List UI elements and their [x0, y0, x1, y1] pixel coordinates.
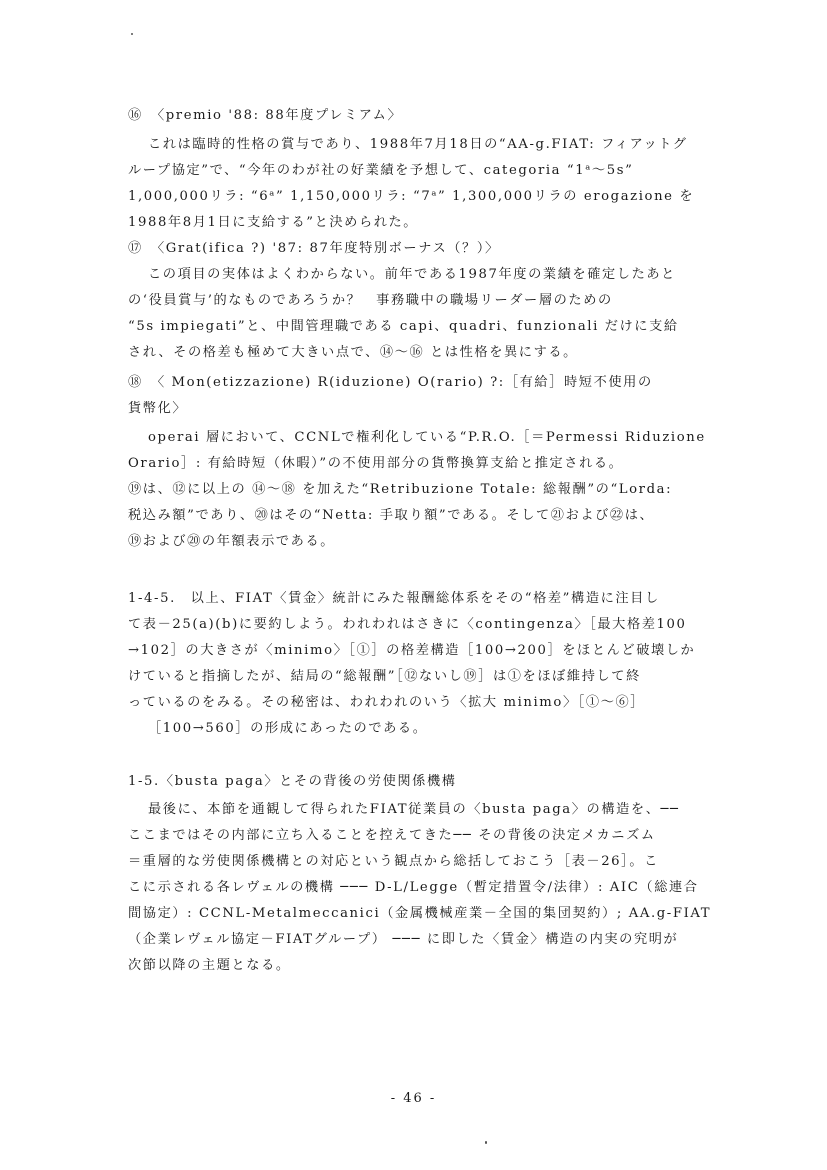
- text-line: （企業レヴェル協定－FIATグループ） ─── に即した〈賃金〉構造の内実の究明が: [128, 932, 679, 947]
- text-line: ループ協定”で、“今年のわが社の好業績を予想して、categoria “1ᵃ～5s”: [128, 163, 634, 178]
- text-line: 次節以降の主題となる。: [128, 958, 291, 973]
- item-16-heading: ⑯ 〈premio '88: 88年度プレミアム〉: [128, 108, 403, 123]
- text-line: っているのをみる。その秘密は、われわれのいう〈拡大 minimo〉［①～⑥］: [128, 695, 646, 710]
- text-line: これは臨時的性格の賞与であり、1988年7月18日の“AA-g.FIAT: フィアットグ: [148, 137, 688, 152]
- text-line: 1,000,000リラ: “6ᵃ” 1,150,000リラ: “7ᵃ” 1,300,000リラの erogazione を: [128, 189, 695, 204]
- section-1-5-heading: 1-5.〈busta paga〉とその背後の労使関係機構: [128, 774, 457, 789]
- text-line: こに示される各レヴェルの機構 ─── D-L/Legge（暫定措置令/法律）: AIC（総連合: [128, 880, 699, 895]
- text-line: 税込み額”であり、⑳はその“Netta: 手取り額”である。そして㉑および㉒は、: [128, 508, 655, 523]
- text-line: Orario］: 有給時短（休暇）”の不使用部分の貨幣換算支給と推定される。: [128, 456, 624, 471]
- text-line: ⑲は、⑫に以上の ⑭～⑱ を加えた“Retribuzione Totale: 総報酬”の“Lorda:: [128, 482, 673, 497]
- item-18-heading: ⑱ 〈 Mon(etizzazione) R(iduzione) O(rario) ?:［有給］時短不使用の: [128, 375, 653, 390]
- text-line: て表－25(a)(b)に要約しよう。われわれはさきに〈contingenza〉［最大格差100: [128, 617, 687, 632]
- scan-speck: [131, 33, 133, 35]
- text-line: 1988年8月1日に支給する”と決められた。: [128, 215, 419, 230]
- item-17-heading: ⑰ 〈Grat(ifica ?) '87: 87年度特別ボーナス（？）〉: [128, 241, 500, 256]
- text-line: この項目の実体はよくわからない。前年である1987年度の業績を確定したあと: [148, 267, 676, 282]
- text-line: けていると指摘したが、結局の“総報酬”［⑫ないし⑲］は①をほぼ維持して終: [128, 669, 641, 684]
- section-1-4-5: 1-4-5. 以上、FIAT〈賃金〉統計にみた報酬総体系をその“格差”構造に注目し: [128, 591, 660, 606]
- text-line: 最後に、本節を通観して得られたFIAT従業員の〈busta paga〉の構造を、──: [148, 802, 680, 817]
- text-line: ＝重層的な労使関係機構との対応という観点から総括しておこう［表－26］。こ: [128, 854, 659, 869]
- text-line: →102］の大きさが〈minimo〉［①］の格差構造［100→200］をほとんど破壊しか: [128, 643, 696, 658]
- scan-speck: [485, 1141, 487, 1144]
- text-line: され、その格差も極めて大きい点で、⑭～⑯ とは性格を異にする。: [128, 345, 578, 360]
- text-line: ⑲および⑳の年額表示である。: [128, 534, 336, 549]
- text-line: 間協定）: CCNL-Metalmeccanici（金属機械産業－全国的集団契約）; AA.g-FIAT: [128, 906, 712, 921]
- text-line: ここまではその内部に立ち入ることを控えてきた── その背後の決定メカニズム: [128, 828, 656, 843]
- item-18-heading-cont: 貨幣化〉: [128, 401, 188, 416]
- text-line: operai 層において、CCNLで権利化している“P.R.O.［＝Permessi Riduzione: [148, 430, 706, 445]
- page-number: - 46 -: [390, 1091, 437, 1106]
- text-line: “5s impiegati”と、中間管理職である capi、quadri、funzionali だけに支給: [128, 319, 679, 334]
- text-line: の‘役員賞与’的なものであろうか？ 事務職中の職場リーダー層のための: [128, 293, 613, 308]
- text-line: ［100→560］の形成にあったのである。: [148, 721, 428, 736]
